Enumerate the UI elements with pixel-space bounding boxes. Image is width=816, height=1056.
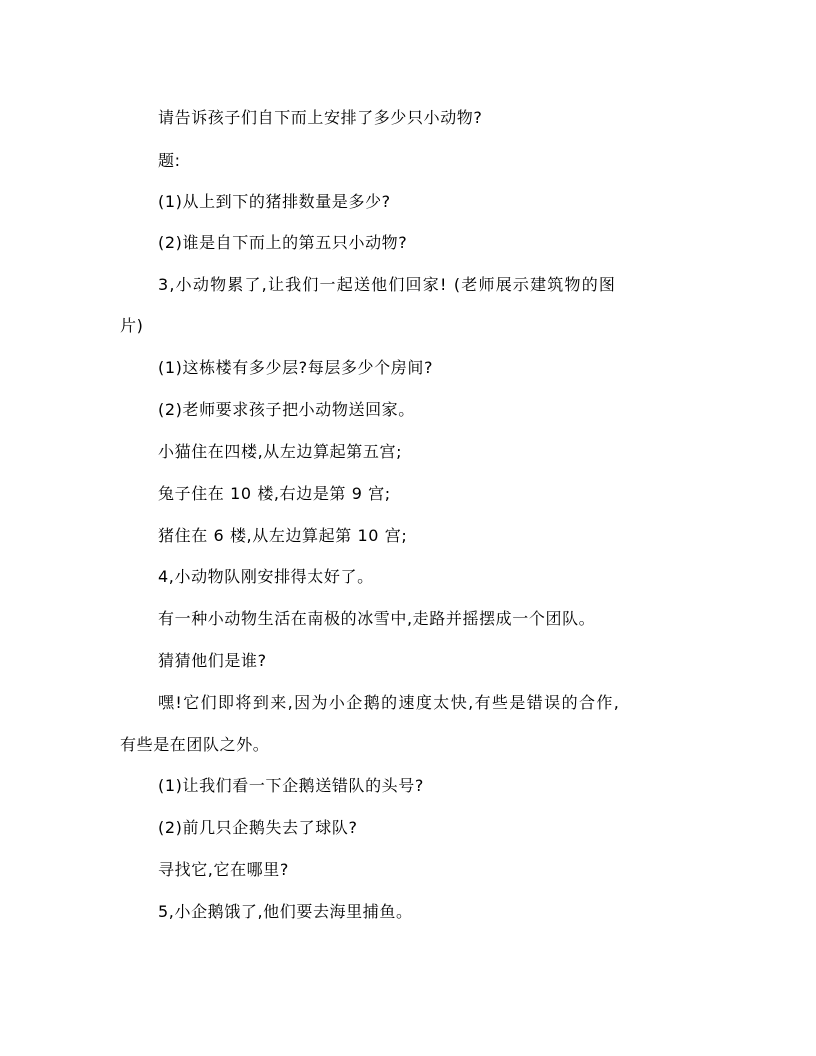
list-item: (2)老师要求孩子把小动物送回家。	[158, 400, 415, 419]
paragraph-line: 寻找它,它在哪里?	[158, 860, 289, 879]
paragraph-line: 猜猜他们是谁?	[158, 651, 267, 670]
paragraph-line: 片)	[120, 316, 144, 335]
paragraph-line: 4,小动物队刚安排得太好了。	[158, 567, 374, 586]
list-item: (2)谁是自下而上的第五只小动物?	[158, 233, 408, 252]
paragraph-line: 请告诉孩子们自下而上安排了多少只小动物?	[158, 108, 483, 127]
paragraph-line: 兔子住在 10 楼,右边是第 9 宫;	[158, 484, 391, 503]
list-item: (2)前几只企鹅失去了球队?	[158, 818, 358, 837]
paragraph-line: 小猫住在四楼,从左边算起第五宫;	[158, 442, 403, 461]
paragraph-line: 有一种小动物生活在南极的冰雪中,走路并摇摆成一个团队。	[158, 609, 596, 628]
paragraph-line: 猪住在 6 楼,从左边算起第 10 宫;	[158, 526, 408, 545]
paragraph-line: 3,小动物累了,让我们一起送他们回家! (老师展示建筑物的图	[158, 275, 617, 294]
list-item: (1)这栋楼有多少层?每层多少个房间?	[158, 358, 434, 377]
paragraph-line: 题:	[158, 151, 181, 170]
list-item: (1)让我们看一下企鹅送错队的头号?	[158, 776, 424, 795]
paragraph-line: 嘿!它们即将到来,因为小企鹅的速度太快,有些是错误的合作,	[158, 693, 621, 712]
paragraph-line: 有些是在团队之外。	[120, 735, 270, 754]
paragraph-line: 5,小企鹅饿了,他们要去海里捕鱼。	[158, 902, 413, 921]
list-item: (1)从上到下的猪排数量是多少?	[158, 192, 391, 211]
